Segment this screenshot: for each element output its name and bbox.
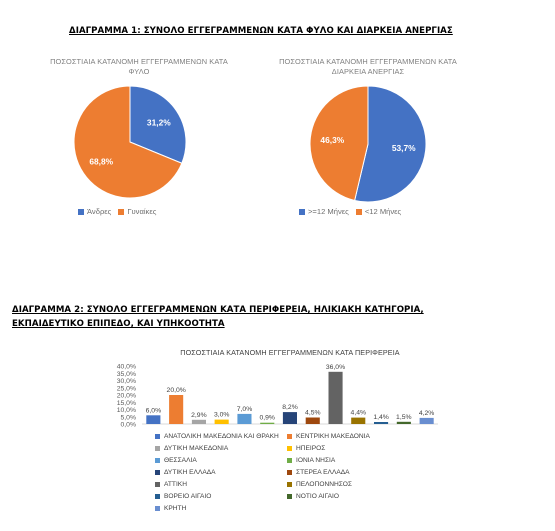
legend-label-long: >=12 Μήνες [308,207,349,216]
bar-region-title: ΠΟΣΟΣΤΙΑΙΑ ΚΑΤΑΝΟΜΗ ΕΓΓΕΓΡΑΜΜΕΝΩΝ ΚΑΤΑ ΠΕΡΙΦΕΡΕΙΑ [180,348,400,357]
bar-10 [374,422,388,424]
bar-data-label: 2,9% [191,411,207,419]
bar-5 [260,423,274,424]
bar-legend-swatch [155,494,160,499]
diagram2-heading-line1: ΔΙΑΓΡΑΜΜΑ 2: ΣΥΝΟΛΟ ΕΓΓΕΓΡΑΜΜΕΝΩΝ ΚΑΤΑ ΠΕΡΙΦΕΡΕΙΑ, ΗΛΙΚΙΑΚΗ ΚΑΤΗΓΟΡΙΑ, [12,305,424,315]
pie-gender-legend [78,207,156,216]
bar-legend-swatch [155,446,160,451]
pie-duration-title-line2: ΔΙΑΡΚΕΙΑ ΑΝΕΡΓΙΑΣ [331,67,405,76]
pie-duration-chart [306,84,430,204]
bar-legend-item [155,481,187,488]
bar-legend-label: ΚΕΝΤΡΙΚΗ ΜΑΚΕΔΟΝΙΑ [296,433,370,440]
bar-4 [237,414,251,424]
bar-legend-label: ΒΟΡΕΙΟ ΑΙΓΑΙΟ [164,493,212,500]
bar-data-label: 4,4% [350,409,367,417]
bar-legend-item [287,457,335,464]
bar-legend-swatch [287,470,292,475]
bar-legend-item [155,445,228,452]
y-tick-label: 5,0% [120,414,136,422]
pie-gender-chart [69,84,191,200]
bar-legend-label: ΑΝΑΤΟΛΙΚΗ ΜΑΚΕΔΟΝΙΑ ΚΑΙ ΘΡΑΚΗ [164,433,279,440]
pie-data-label-0: 31,2% [146,117,171,128]
bar-legend-label: ΔΥΤΙΚΗ ΕΛΛΑΔΑ [164,469,216,476]
y-tick-label: 30,0% [116,378,136,385]
diagram2-heading [12,303,424,331]
pie-duration-title [268,57,468,77]
bar-data-label: 7,0% [236,405,253,413]
bar-6 [283,412,297,424]
bar-11 [397,422,411,424]
bar-data-label: 8,2% [282,404,298,412]
bar-legend-label: ΙΟΝΙΑ ΝΗΣΙΑ [296,457,336,464]
bar-legend-label: ΔΥΤΙΚΗ ΜΑΚΕΔΟΝΙΑ [164,445,229,452]
bar-2 [192,420,206,424]
legend-swatch-women [118,209,124,215]
bar-legend-item [155,505,186,512]
bar-legend-label: ΘΕΣΣΑΛΙΑ [164,457,197,464]
y-tick-label: 25,0% [116,385,136,393]
bar-legend-label: ΚΡΗΤΗ [164,505,187,512]
bar-data-label: 4,2% [418,409,435,417]
pie-gender-title-line1: ΠΟΣΟΣΤΙΑΙΑ ΚΑΤΑΝΟΜΗ ΕΓΓΕΓΡΑΜΜΕΝΩΝ ΚΑΤΑ [50,57,228,66]
bar-legend-label: ΣΤΕΡΕΑ ΕΛΛΑΔΑ [296,469,350,476]
bar-8 [329,372,343,424]
pie-data-label-0: 53,7% [391,143,416,154]
bar-data-label: 36,0% [325,363,346,371]
bar-0 [146,415,160,424]
bar-legend-swatch [155,434,160,439]
pie-duration-legend [299,207,401,216]
legend-label-men: Άνδρες [87,207,112,216]
pie-duration-title-line1: ΠΟΣΟΣΤΙΑΙΑ ΚΑΤΑΝΟΜΗ ΕΓΓΕΓΡΑΜΜΕΝΩΝ ΚΑΤΑ [279,57,457,66]
y-tick-label: 15,0% [116,399,136,407]
bar-legend-swatch [287,494,292,499]
y-tick-label: 20,0% [116,392,136,400]
bar-legend-item [287,433,370,440]
bar-data-label: 3,0% [213,411,230,419]
bar-data-label: 1,5% [396,413,412,421]
bar-legend-label: ΝΟΤΙΟ ΑΙΓΑΙΟ [296,493,339,500]
bar-legend-swatch [155,482,160,487]
bar-data-label: 0,9% [259,414,275,422]
bar-12 [420,418,434,424]
bar-legend-label: ΑΤΤΙΚΗ [164,481,187,488]
bar-legend-swatch [287,446,292,451]
bar-legend-item [287,481,352,488]
bar-9 [351,418,365,424]
bar-legend-swatch [155,506,160,511]
bar-legend-swatch [287,482,292,487]
bar-legend-label: ΠΕΛΟΠΟΝΝΗΣΟΣ [296,481,353,488]
bar-legend-swatch [287,434,292,439]
y-tick-label: 10,0% [116,407,136,414]
bar-legend-item [155,457,197,464]
bar-legend-item [155,469,216,476]
legend-swatch-men [78,209,84,215]
bar-legend-item [155,433,279,440]
pie-data-label-1: 46,3% [320,134,345,145]
y-tick-label: 35,0% [116,370,136,378]
bar-legend-swatch [155,470,160,475]
legend-swatch-long [299,209,305,215]
pie-gender-title-line2: ΦΥΛΟ [128,67,150,76]
bar-legend-item [287,469,350,476]
legend-swatch-short [356,209,362,215]
bar-legend-item [287,493,339,500]
bar-data-label: 6,0% [145,407,162,415]
bar-region-chart [100,358,445,432]
bar-legend-label: ΗΠΕΙΡΟΣ [296,445,326,452]
diagram1-heading: ΔΙΑΓΡΑΜΜΑ 1: ΣΥΝΟΛΟ ΕΓΓΕΓΡΑΜΜΕΝΩΝ ΚΑΤΑ ΦΥΛΟ ΚΑΙ ΔΙΑΡΚΕΙΑ ΑΝΕΡΓΙΑΣ [69,26,453,36]
bar-data-label: 4,5% [305,409,321,417]
bar-3 [215,420,229,424]
legend-label-women: Γυναίκες [127,207,157,216]
y-tick-label: 40,0% [116,363,136,371]
pie-gender-title [44,57,234,77]
pie-data-label-1: 68,8% [89,156,114,167]
bar-legend-item [287,445,325,452]
bar-legend-swatch [155,458,160,463]
bar-data-label: 20,0% [166,387,186,394]
y-tick-label: 0,0% [120,421,136,429]
bar-legend-item [155,493,211,500]
legend-label-short: <12 Μήνες [364,207,402,216]
bar-legend-swatch [287,458,292,463]
bar-7 [306,418,320,425]
bar-data-label: 1,4% [373,414,389,421]
diagram2-heading-line2: ΕΚΠΑΙΔΕΥΤΙΚΟ ΕΠΙΠΕΔΟ, ΚΑΙ ΥΠΗΚΟΟΤΗΤΑ [12,319,225,329]
bar-1 [169,395,183,424]
